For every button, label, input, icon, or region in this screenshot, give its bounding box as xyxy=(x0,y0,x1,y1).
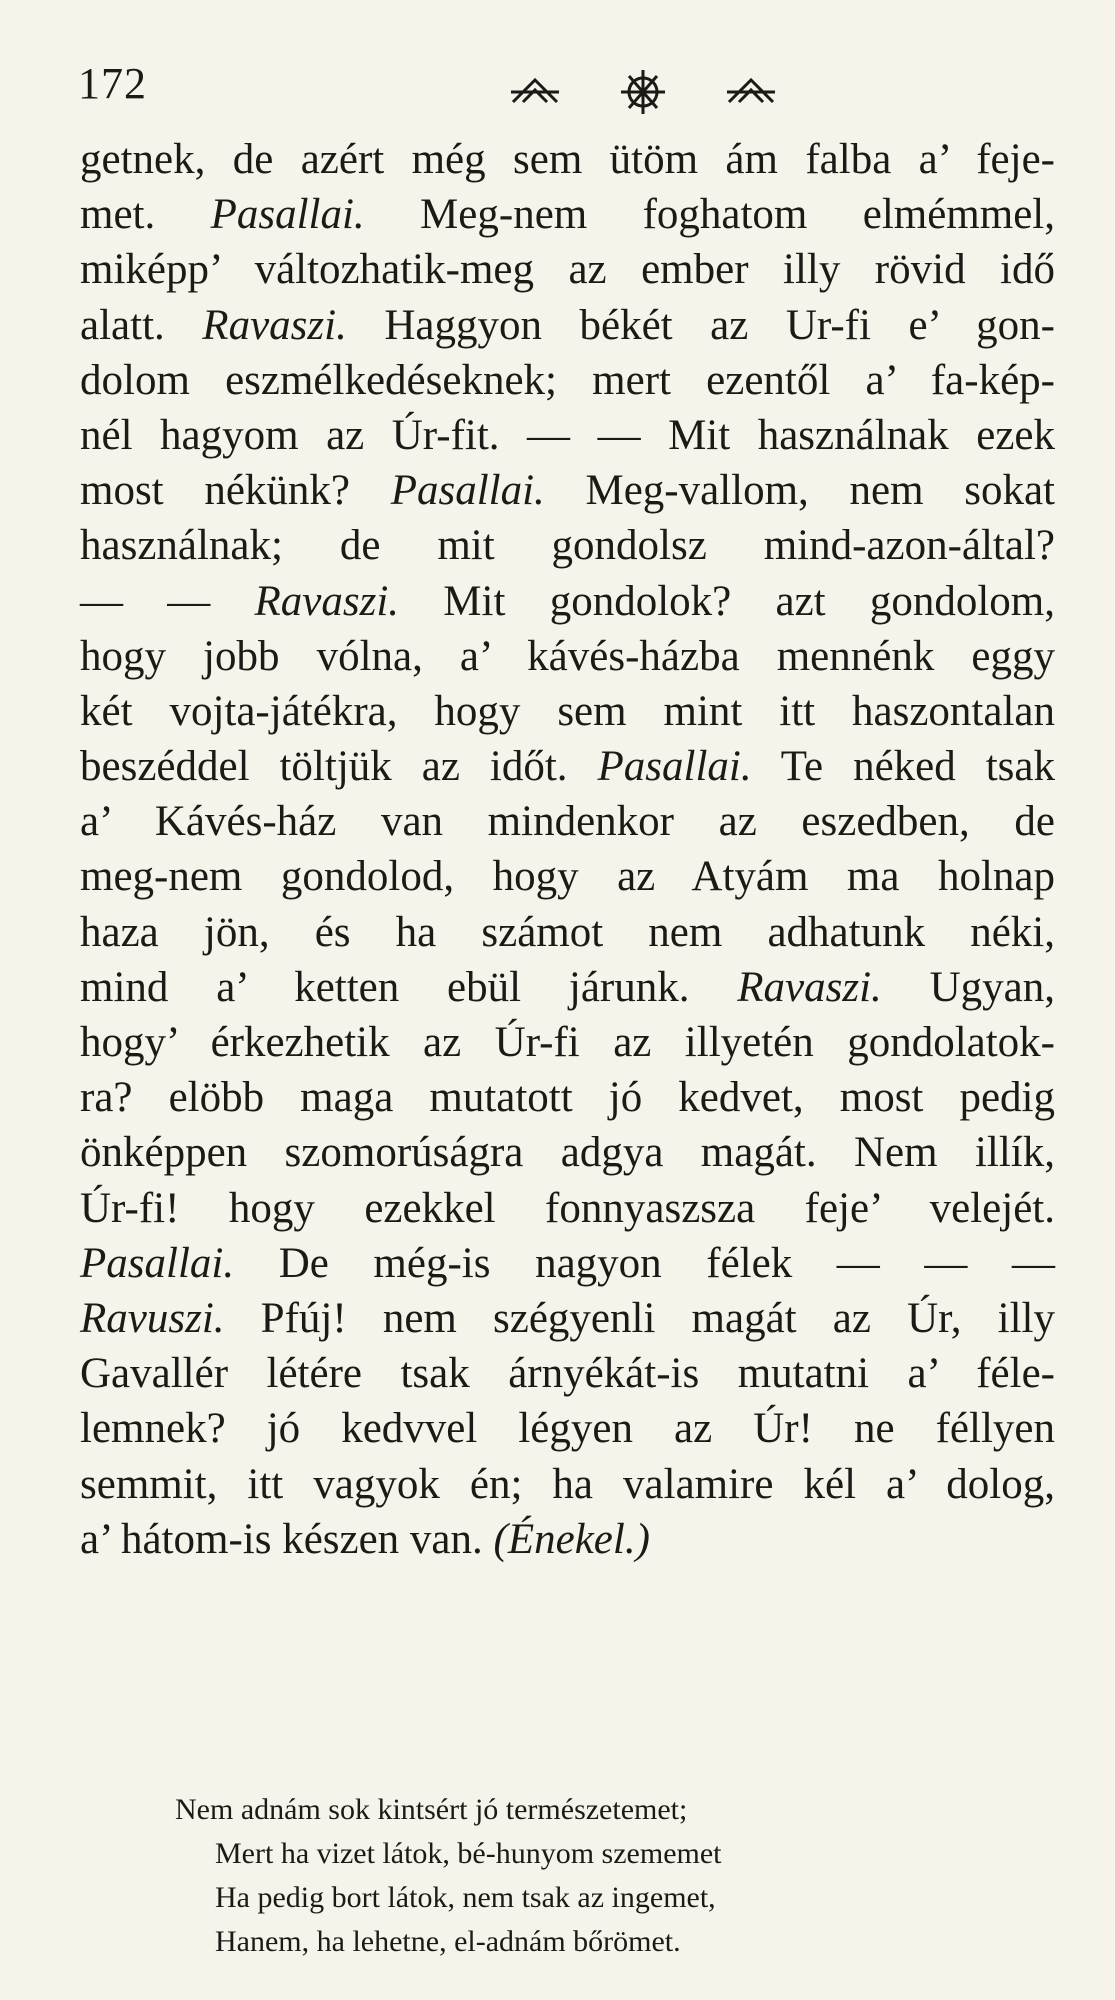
verse-stanza xyxy=(175,1788,975,1964)
text-segment: met. xyxy=(80,191,211,239)
text-line xyxy=(80,1346,1055,1401)
text-segment: lemnek? jó kedvvel légyen az Úr! ne féllyen xyxy=(80,1405,1055,1453)
text-segment: semmit, itt vagyok én; ha valamire kél a’ dolog, xyxy=(80,1460,1055,1508)
text-segment: Gavallér létére tsak árnyékát-is mutatni a’ féle- xyxy=(80,1350,1055,1398)
text-segment: a’ hátom-is készen van. xyxy=(80,1515,494,1563)
text-segment: beszéddel töltjük az időt. xyxy=(80,743,598,791)
text-segment: most nékünk? xyxy=(80,467,391,515)
speaker-name: Pasallai. xyxy=(80,1239,235,1287)
text-segment: alatt. xyxy=(80,301,203,349)
page-header xyxy=(78,58,1058,128)
speaker-name: Pasallai. xyxy=(597,743,752,791)
verse-line: Mert ha vizet látok, bé-hunyom szememet xyxy=(215,1837,722,1870)
verse-line: Nem adnám sok kintsért jó természetemet; xyxy=(175,1793,688,1826)
text-line xyxy=(80,518,1055,573)
text-line xyxy=(80,905,1055,960)
text-segment: Úr-fi! hogy ezekkel fonnyaszsza feje’ velejét. xyxy=(80,1184,1055,1232)
speaker-name: Ravuszi. xyxy=(80,1294,225,1342)
text-segment: getnek, de azért még sem ütöm ám falba a’ feje- xyxy=(80,136,1055,183)
text-segment: Te néked tsak xyxy=(751,743,1056,791)
speaker-name: Ravaszi. xyxy=(737,963,882,1011)
speaker-name: Pasallai. xyxy=(390,467,545,515)
text-line xyxy=(80,242,1055,297)
text-segment: miképp’ változhatik-meg az ember illy rövid idő xyxy=(80,246,1055,294)
text-line xyxy=(80,408,1055,463)
speaker-name: Pasallai. xyxy=(210,191,365,239)
text-segment: meg-nem gondolod, hogy az Atyám ma holnap xyxy=(80,853,1055,901)
speaker-name: Ravaszi. xyxy=(254,577,400,625)
text-segment: Meg-vallom, nem sokat xyxy=(544,467,1055,515)
text-line xyxy=(80,1125,1055,1180)
text-segment: a’ Kávés-ház van mindenkor az eszedben, de xyxy=(80,798,1055,846)
text-line xyxy=(80,684,1055,739)
speaker-name: Ravaszi. xyxy=(202,301,347,349)
text-segment: két vojta-játékra, hogy sem mint itt haszontalan xyxy=(80,687,1055,735)
body-text xyxy=(80,132,1055,1567)
text-line xyxy=(80,1401,1055,1456)
text-line xyxy=(80,463,1055,518)
text-segment: — — xyxy=(80,577,255,625)
text-line xyxy=(80,1512,1055,1567)
text-segment: ra? elöbb maga mutatott jó kedvet, most pedig xyxy=(80,1074,1055,1122)
text-segment: haza jön, és ha számot nem adhatunk néki, xyxy=(80,908,1055,956)
text-segment: hogy jobb vólna, a’ kávés-házba mennénk eggy xyxy=(80,632,1055,680)
text-segment: Haggyon békét az Ur-fi e’ gon- xyxy=(346,301,1056,349)
text-line xyxy=(80,960,1055,1015)
text-line xyxy=(80,849,1055,904)
verse-line: Hanem, ha lehetne, el-adnám bőrömet. xyxy=(215,1925,681,1958)
speaker-name: (Énekel.) xyxy=(493,1515,650,1563)
text-line xyxy=(80,574,1055,629)
text-segment: Pfúj! nem szégyenli magát az Úr, illy xyxy=(224,1294,1055,1342)
page-number: 172 xyxy=(78,59,147,108)
text-segment: Ugyan, xyxy=(881,963,1055,1011)
text-line xyxy=(80,1070,1055,1125)
text-line xyxy=(80,1181,1055,1236)
text-segment: mind a’ ketten ebül járunk. xyxy=(80,963,738,1011)
text-segment: önképpen szomorúságra adgya magát. Nem illík, xyxy=(80,1129,1055,1177)
text-line xyxy=(80,1236,1055,1291)
text-line xyxy=(80,187,1055,242)
text-line xyxy=(80,1015,1055,1070)
text-segment: nél hagyom az Úr-fit. — — Mit használnak ezek xyxy=(80,411,1055,459)
verse-line: Ha pedig bort látok, nem tsak az ingemet, xyxy=(215,1881,716,1914)
text-line xyxy=(80,132,1055,187)
text-segment: De még-is nagyon félek — — — xyxy=(234,1239,1055,1287)
text-line xyxy=(80,794,1055,849)
fleuron-ornament-icon xyxy=(503,62,783,122)
text-segment: Meg-nem foghatom elmémmel, xyxy=(364,191,1055,239)
text-segment: hogy’ érkezhetik az Úr-fi az illyetén gondolatok- xyxy=(80,1019,1055,1066)
text-line xyxy=(80,1291,1055,1346)
text-line xyxy=(80,1457,1055,1512)
text-line xyxy=(80,298,1055,353)
text-segment: Mit gondolok? azt gondolom, xyxy=(399,577,1055,625)
text-segment: használnak; de mit gondolsz mind-azon-által? xyxy=(80,522,1055,570)
text-segment: dolom eszmélkedéseknek; mert ezentől a’ fa-kép- xyxy=(80,356,1055,404)
text-line xyxy=(80,629,1055,684)
text-line xyxy=(80,739,1055,794)
text-line xyxy=(80,353,1055,408)
